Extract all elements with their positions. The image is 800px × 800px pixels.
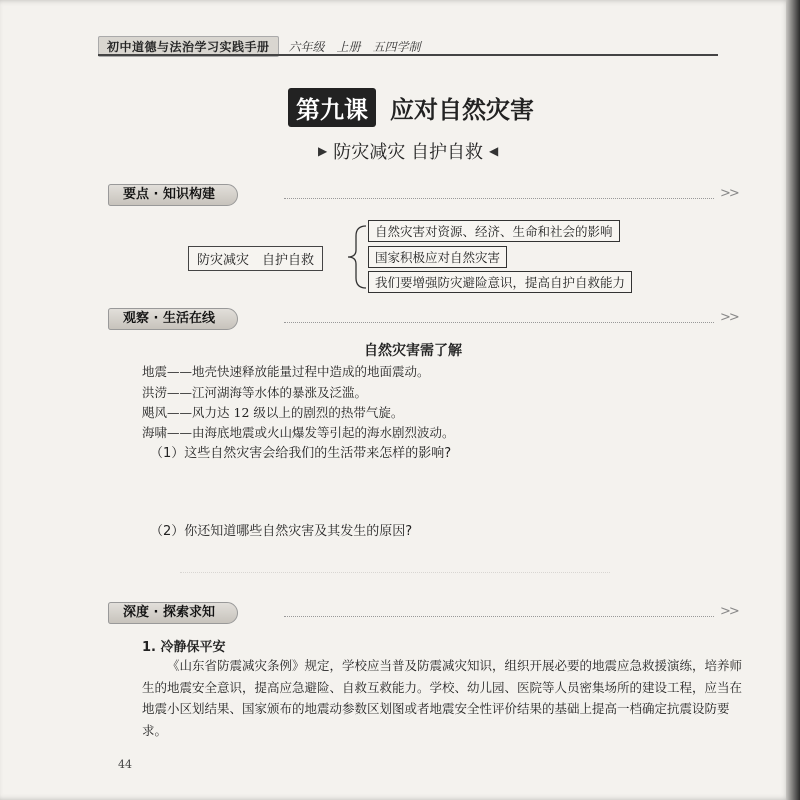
section-label: 要点 · 知识构建	[108, 184, 238, 206]
section-title	[318, 138, 498, 164]
triangle-left-icon: ◀	[488, 144, 499, 158]
page-number: 44	[118, 758, 132, 771]
section-title-text: 防灾减灾 自护自救	[333, 142, 483, 163]
answer-space	[180, 572, 610, 573]
explore-subheading: 1. 冷静保平安	[142, 640, 226, 655]
section-header-observe	[108, 308, 738, 332]
header-rule	[98, 54, 718, 56]
section-label: 深度 · 探索求知	[108, 602, 238, 624]
lesson-title	[288, 88, 534, 127]
double-chevron-icon: >>	[720, 310, 738, 325]
explore-paragraph: 《山东省防震减灾条例》规定，学校应当普及防震减灾知识，组织开展必要的地震应急救援演练，培养师生的地震安全意识，提高应急避险、自救互救能力。学校、幼儿园、医院等人员密集场所的建设工程，应当在地震小区划结果、国家颁布的地震动参数区划图或者地震安全性评价结果的基础上提高一档确定抗震设防要求。	[142, 658, 743, 738]
section-label: 观察 · 生活在线	[108, 308, 238, 330]
section-header-explore	[108, 602, 738, 626]
concept-map-root: 防灾减灾 自护自救	[188, 246, 323, 271]
book-meta: 六年级 上册 五四学制	[288, 40, 421, 54]
question-1: （1）这些自然灾害会给我们的生活带来怎样的影响?	[150, 446, 452, 461]
triangle-right-icon: ▶	[318, 144, 328, 158]
definition-line: 飓风——风力达 12 级以上的剧烈的热带气旋。	[142, 405, 404, 420]
question-2: （2）你还知道哪些自然灾害及其发生的原因?	[150, 524, 413, 539]
divider	[284, 198, 714, 199]
definition-line: 海啸——由海底地震或火山爆发等引起的海水剧烈波动。	[142, 425, 455, 440]
book-title: 初中道德与法治学习实践手册	[98, 36, 279, 57]
double-chevron-icon: >>	[720, 604, 738, 619]
double-chevron-icon: >>	[720, 186, 738, 201]
page-edge	[786, 0, 800, 800]
concept-item: 国家积极应对自然灾害	[368, 246, 507, 268]
concept-item: 自然灾害对资源、经济、生命和社会的影响	[368, 220, 620, 242]
definition-line: 洪涝——江河湖海等水体的暴涨及泛滥。	[142, 385, 368, 400]
definition-line: 地震——地壳快速释放能量过程中造成的地面震动。	[142, 364, 430, 379]
divider	[284, 322, 714, 323]
observation-title: 自然灾害需了解	[364, 343, 462, 359]
lesson-name: 应对自然灾害	[390, 96, 534, 124]
brace-icon	[344, 222, 370, 292]
concept-item: 我们要增强防灾避险意识，提高自护自救能力	[368, 271, 632, 293]
divider	[284, 616, 714, 617]
section-header-knowledge	[108, 184, 738, 208]
lesson-number: 第九课	[288, 88, 376, 127]
